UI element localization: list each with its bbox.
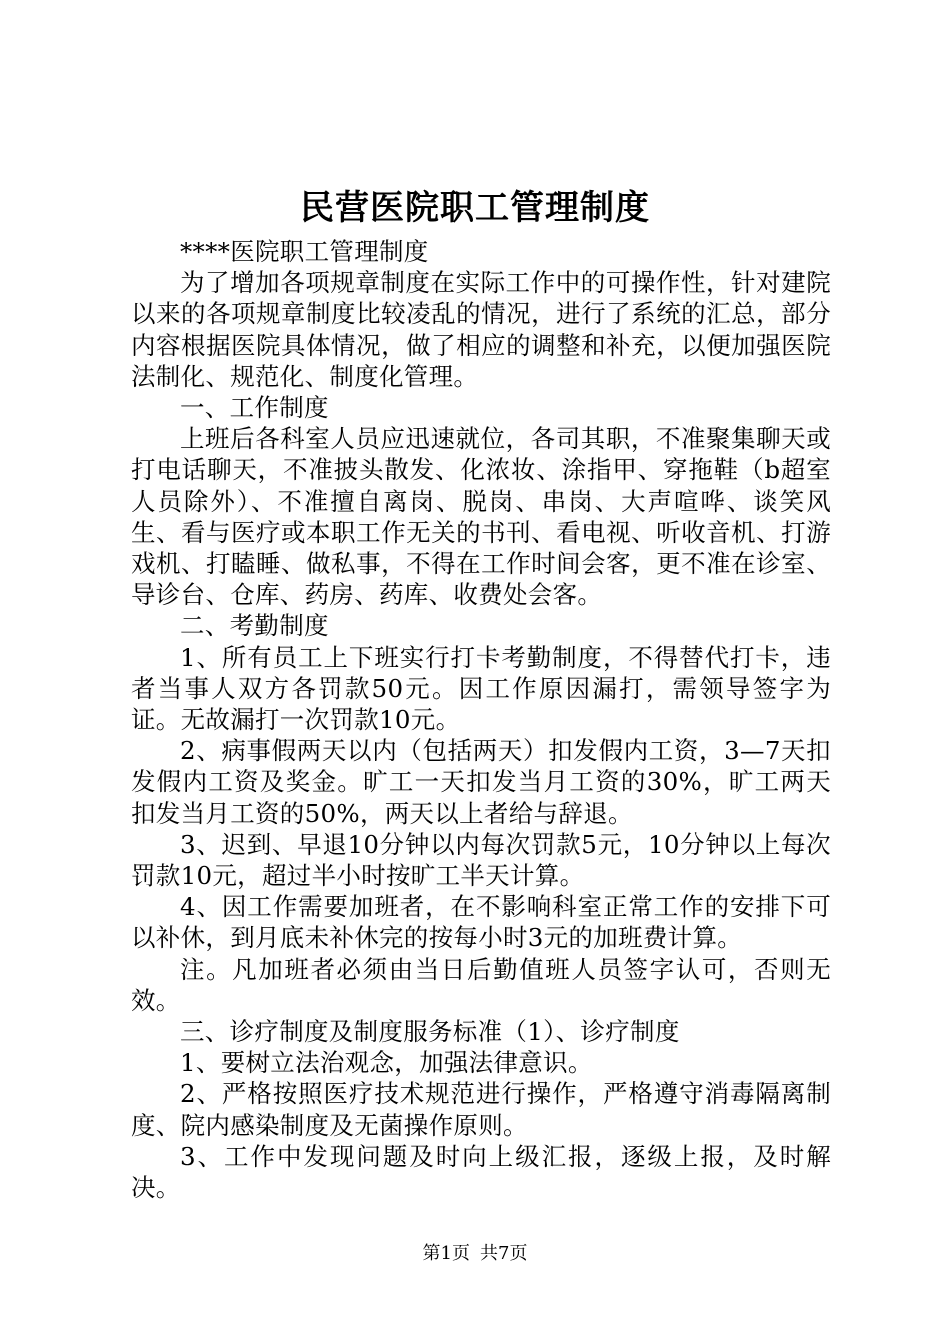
- section-heading-attendance: 二、考勤制度: [180, 611, 329, 641]
- section-heading-diagnosis: 三、诊疗制度及制度服务标准（1）、诊疗制度: [180, 1017, 680, 1047]
- paragraph-diagnosis-3: 3、工作中发现问题及时向上级汇报，逐级上报，及时解决。: [131, 1141, 831, 1203]
- paragraph-work-rules: 上班后各科室人员应迅速就位，各司其职，不准聚集聊天或打电话聊天，不准披头散发、化浓妆、涂指甲、穿拖鞋（b超室人员除外）、不准擅自离岗、脱岗、串岗、大声喧哗、谈笑风生、看与医疗或本职工作无关的书刊、看电视、听收音机、打游戏机、打瞌睡、做私事，不得在工作时间会客，更不准在诊室、导诊台、仓库、药房、药库、收费处会客。: [131, 424, 831, 610]
- paragraph-attendance-3: 3、迟到、早退10分钟以内每次罚款5元，10分钟以上每次罚款10元，超过半小时按旷工半天计算。: [131, 829, 831, 891]
- paragraph-diagnosis-1: 1、要树立法治观念，加强法律意识。: [180, 1048, 593, 1078]
- paragraph-attendance-4: 4、因工作需要加班者，在不影响科室正常工作的安排下可以补休，到月底未补休完的按每小时3元的加班费计算。: [131, 892, 831, 953]
- section-heading-work-rules: 一、工作制度: [180, 393, 329, 423]
- page-footer: [0, 1242, 950, 1266]
- paragraph-diagnosis-2: 2、严格按照医疗技术规范进行操作，严格遵守消毒隔离制度、院内感染制度及无菌操作原则。: [131, 1079, 831, 1140]
- page-number: 第1页: [422, 1243, 470, 1264]
- page-total: 共7页: [480, 1243, 528, 1264]
- paragraph-intro: 为了增加各项规章制度在实际工作中的可操作性，针对建院以来的各项规章制度比较凌乱的情况，进行了系统的汇总，部分内容根据医院具体情况，做了相应的调整和补充，以便加强医院法制化、规范化、制度化管理。: [131, 268, 831, 391]
- document-body: [131, 236, 831, 1203]
- paragraph-subtitle: ****医院职工管理制度: [180, 237, 429, 266]
- paragraph-attendance-1: 1、所有员工上下班实行打卡考勤制度，不得替代打卡，违者当事人双方各罚款50元。因工作原因漏打，需领导签字为证。无故漏打一次罚款10元。: [131, 642, 831, 735]
- document-title: 民营医院职工管理制度: [300, 188, 650, 228]
- paragraph-attendance-2: 2、病事假两天以内（包括两天）扣发假内工资，3—7天扣发假内工资及奖金。旷工一天扣发当月工资的30%，旷工两天扣发当月工资的50%，两天以上者给与辞退。: [131, 736, 831, 828]
- paragraph-note: 注。凡加班者必须由当日后勤值班人员签字认可，否则无效。: [131, 954, 831, 1015]
